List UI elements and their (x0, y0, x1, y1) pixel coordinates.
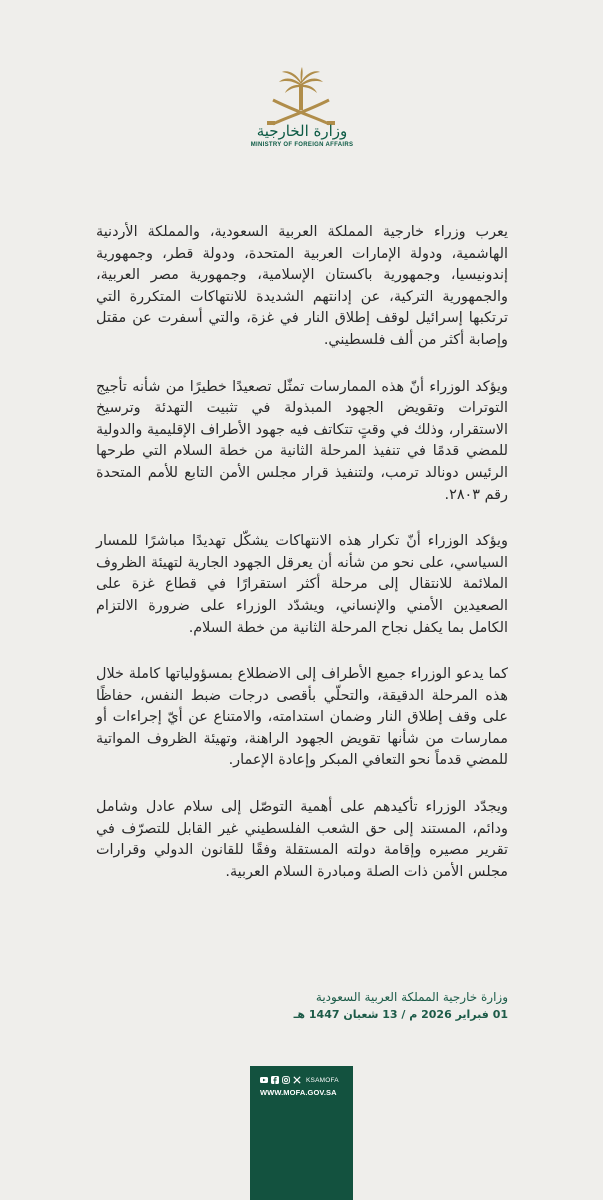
youtube-icon[interactable] (260, 1076, 268, 1084)
facebook-icon[interactable] (271, 1076, 279, 1084)
statement-paragraph-2: ويؤكد الوزراء أنّ هذه الممارسات تمثّل تصعيدًا خطيرًا من شأنه تأجيج التوترات وتقويض الجهود المبذولة في تثبيت التهدئة وترسيخ الاستقرار، وذلك في وقتٍ تتكاتف فيه جهود الأطراف الإقليمية والدولية للمضي قدمًا في تنفيذ المرحلة الثانية من خطة السلام التي طرحها الرئيس دونالد ترمب، ولتنفيذ قرار مجلس الأمن التابع للأمم المتحدة رقم ٢٨٠٣. (96, 378, 508, 503)
website-link[interactable]: WWW.MOFA.GOV.SA (260, 1088, 337, 1097)
statement-paragraph-5: ويجدّد الوزراء تأكيدهم على أهمية التوصّل إلى سلام عادل وشامل ودائم، المستند إلى حق الشعب الفلسطيني غير القابل للتصرّف في تقرير مصيره وإقامة دولته المستقلة وفقًا للقانون الدولي وقرارات مجلس الأمن ذات الصلة ومبادرة السلام العربية. (96, 799, 508, 880)
signature-date: 01 فبراير 2026 م / 13 شعبان 1447 هـ (293, 1008, 508, 1021)
statement-paragraph-1: يعرب وزراء خارجية المملكة العربية السعودية، والمملكة الأردنية الهاشمية، ودولة الإمارات العربية المتحدة، ودولة قطر، وجمهورية إندونيسيا، وجمهورية باكستان الإسلامية، وجمهورية مصر العربية، والجمهورية التركية، عن إدانتهم الشديدة للانتهاكات المتكررة التي ترتكبها إسرائيل لوقف إطلاق النار في غزة، والتي أسفرت عن مقتل وإصابة أكثر من ألف فلسطيني. (96, 224, 508, 348)
signature-block (96, 988, 508, 1024)
social-handle: KSAMOFA (306, 1076, 339, 1084)
footer-panel (250, 1066, 353, 1200)
statement-paragraph-4: كما يدعو الوزراء جميع الأطراف إلى الاضطلاع بمسؤولياتها كاملة خلال هذه المرحلة الدقيقة، والتحلّي بأقصى درجات ضبط النفس، حفاظًا على وقف إطلاق النار وضمان استدامته، والامتناع عن أيّ إجراءات أو ممارسات من شأنها تقويض الجهود الراهنة، وتهيئة الظروف المواتية للمضي قدماً نحو التعافي المبكر وإعادة الإعمار. (96, 666, 508, 769)
ministry-name-arabic: وزارة الخارجية (256, 122, 348, 140)
ministry-name-english: MINISTRY OF FOREIGN AFFAIRS (250, 142, 354, 148)
instagram-icon[interactable] (282, 1076, 290, 1084)
social-bar (260, 1075, 346, 1085)
saudi-emblem-icon (255, 66, 347, 128)
statement-paragraph-3: ويؤكد الوزراء أنّ تكرار هذه الانتهاكات يشكّل تهديدًا مباشرًا للمسار السياسي، على نحو من شأنه أن يعرقل الجهود الجارية لتهيئة الظروف الملائمة للانتقال إلى مرحلة أكثر استقرارًا في قطاع غزة على الصعيدين الأمني والإنساني، ويشدّد الوزراء على ضرورة الالتزام الكامل بما يكفل نجاح المرحلة الثانية من خطة السلام. (96, 533, 508, 636)
x-icon[interactable] (293, 1076, 301, 1084)
signature-organization: وزارة خارجية المملكة العربية السعودية (315, 990, 508, 1004)
statement-body (96, 222, 508, 908)
